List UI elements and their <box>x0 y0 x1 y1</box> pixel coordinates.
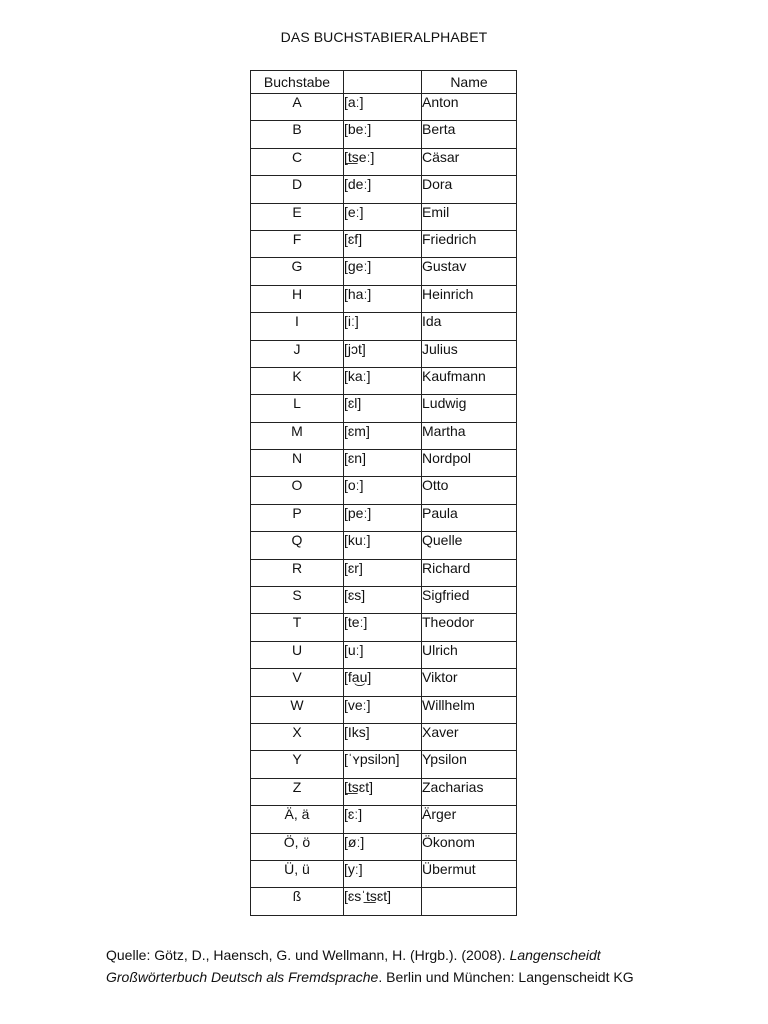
cell-letter: Ä, ä <box>251 806 344 833</box>
table-row <box>251 559 517 586</box>
cell-letter: Ö, ö <box>251 833 344 860</box>
cell-name: Ökonom <box>422 833 517 860</box>
cell-name: Übermut <box>422 860 517 887</box>
cell-name: Willhelm <box>422 696 517 723</box>
cell-letter: Z <box>251 778 344 805</box>
table-row <box>251 313 517 340</box>
cell-name: Quelle <box>422 532 517 559</box>
source-title: Langenscheidt Großwörterbuch Deutsch als Fremdsprache <box>106 947 601 985</box>
cell-letter: R <box>251 559 344 586</box>
cell-name: Heinrich <box>422 285 517 312</box>
cell-name: Julius <box>422 340 517 367</box>
cell-letter: V <box>251 669 344 696</box>
source-suffix: . Berlin und München: Langenscheidt KG <box>378 969 634 985</box>
cell-phonetic: [uː] <box>344 641 422 668</box>
cell-letter: M <box>251 422 344 449</box>
cell-name: Otto <box>422 477 517 504</box>
cell-letter: C <box>251 148 344 175</box>
table-row <box>251 148 517 175</box>
cell-phonetic: [oː] <box>344 477 422 504</box>
cell-phonetic: [teː] <box>344 614 422 641</box>
table-row <box>251 203 517 230</box>
cell-phonetic: [t͟seː] <box>344 148 422 175</box>
cell-phonetic: [øː] <box>344 833 422 860</box>
table-row <box>251 696 517 723</box>
source-prefix: Quelle: Götz, D., Haensch, G. und Wellmann, H. (Hrgb.). (2008). <box>106 947 510 963</box>
cell-name: Theodor <box>422 614 517 641</box>
cell-letter: X <box>251 723 344 750</box>
cell-phonetic: [ɛf] <box>344 230 422 257</box>
cell-name: Nordpol <box>422 450 517 477</box>
table-row <box>251 230 517 257</box>
cell-name: Ulrich <box>422 641 517 668</box>
cell-phonetic: [ɛr] <box>344 559 422 586</box>
cell-phonetic: [yː] <box>344 860 422 887</box>
table-row <box>251 504 517 531</box>
header-phonetic <box>344 71 422 94</box>
cell-letter: J <box>251 340 344 367</box>
table-row <box>251 723 517 750</box>
cell-phonetic: [geː] <box>344 258 422 285</box>
cell-name: Zacharias <box>422 778 517 805</box>
alphabet-table <box>250 70 517 916</box>
cell-name: Ypsilon <box>422 751 517 778</box>
cell-letter: G <box>251 258 344 285</box>
cell-phonetic: [Iks] <box>344 723 422 750</box>
source-citation <box>106 944 666 988</box>
cell-name: Emil <box>422 203 517 230</box>
cell-name: Martha <box>422 422 517 449</box>
page-title: DAS BUCHSTABIERALPHABET <box>280 29 488 45</box>
table-row <box>251 176 517 203</box>
cell-phonetic: [iː] <box>344 313 422 340</box>
cell-letter: N <box>251 450 344 477</box>
cell-letter: Ü, ü <box>251 860 344 887</box>
cell-name: Kaufmann <box>422 367 517 394</box>
cell-phonetic: [eː] <box>344 203 422 230</box>
table-row <box>251 450 517 477</box>
table-row <box>251 669 517 696</box>
cell-phonetic: [jɔt] <box>344 340 422 367</box>
cell-letter: F <box>251 230 344 257</box>
table-row <box>251 121 517 148</box>
table-row <box>251 94 517 121</box>
cell-name: Ida <box>422 313 517 340</box>
cell-name: Berta <box>422 121 517 148</box>
cell-name: Sigfried <box>422 587 517 614</box>
header-buchstabe: Buchstabe <box>251 71 344 94</box>
table-row <box>251 367 517 394</box>
table-row <box>251 285 517 312</box>
cell-phonetic: [kaː] <box>344 367 422 394</box>
table-row <box>251 751 517 778</box>
cell-name: Paula <box>422 504 517 531</box>
table-row <box>251 860 517 887</box>
cell-name <box>422 888 517 915</box>
header-name: Name <box>422 71 517 94</box>
table-row <box>251 778 517 805</box>
cell-phonetic: [beː] <box>344 121 422 148</box>
table-row <box>251 806 517 833</box>
table-row <box>251 888 517 915</box>
cell-phonetic: [ɛn] <box>344 450 422 477</box>
cell-letter: O <box>251 477 344 504</box>
cell-phonetic: [deː] <box>344 176 422 203</box>
cell-phonetic: [ɛm] <box>344 422 422 449</box>
cell-phonetic: [ɛs] <box>344 587 422 614</box>
cell-phonetic: [kuː] <box>344 532 422 559</box>
cell-name: Dora <box>422 176 517 203</box>
cell-name: Viktor <box>422 669 517 696</box>
table-row <box>251 395 517 422</box>
table-row <box>251 258 517 285</box>
cell-letter: B <box>251 121 344 148</box>
table-row <box>251 532 517 559</box>
cell-letter: A <box>251 94 344 121</box>
table-row <box>251 641 517 668</box>
table-row <box>251 477 517 504</box>
cell-phonetic: [peː] <box>344 504 422 531</box>
cell-name: Xaver <box>422 723 517 750</box>
cell-name: Richard <box>422 559 517 586</box>
cell-name: Friedrich <box>422 230 517 257</box>
table-row <box>251 587 517 614</box>
cell-phonetic: [ɛː] <box>344 806 422 833</box>
cell-letter: D <box>251 176 344 203</box>
table-row <box>251 833 517 860</box>
cell-letter: Q <box>251 532 344 559</box>
cell-name: Gustav <box>422 258 517 285</box>
cell-phonetic: [ɛl] <box>344 395 422 422</box>
cell-letter: K <box>251 367 344 394</box>
cell-name: Cäsar <box>422 148 517 175</box>
cell-letter: ß <box>251 888 344 915</box>
cell-phonetic: [veː] <box>344 696 422 723</box>
cell-phonetic: [haː] <box>344 285 422 312</box>
table-header-row <box>251 71 517 94</box>
cell-letter: H <box>251 285 344 312</box>
cell-phonetic: [aː] <box>344 94 422 121</box>
cell-letter: L <box>251 395 344 422</box>
cell-letter: Y <box>251 751 344 778</box>
cell-name: Anton <box>422 94 517 121</box>
cell-phonetic: [ɛsˈt͟sɛt] <box>344 888 422 915</box>
cell-letter: E <box>251 203 344 230</box>
cell-letter: W <box>251 696 344 723</box>
cell-name: Ludwig <box>422 395 517 422</box>
cell-letter: I <box>251 313 344 340</box>
cell-phonetic: [ˈʏpsilɔn] <box>344 751 422 778</box>
cell-letter: S <box>251 587 344 614</box>
cell-letter: P <box>251 504 344 531</box>
table-row <box>251 422 517 449</box>
table-row <box>251 614 517 641</box>
cell-phonetic: [t͟sɛt] <box>344 778 422 805</box>
cell-name: Ärger <box>422 806 517 833</box>
table-row <box>251 340 517 367</box>
cell-letter: U <box>251 641 344 668</box>
cell-phonetic: [fa͜u] <box>344 669 422 696</box>
cell-letter: T <box>251 614 344 641</box>
